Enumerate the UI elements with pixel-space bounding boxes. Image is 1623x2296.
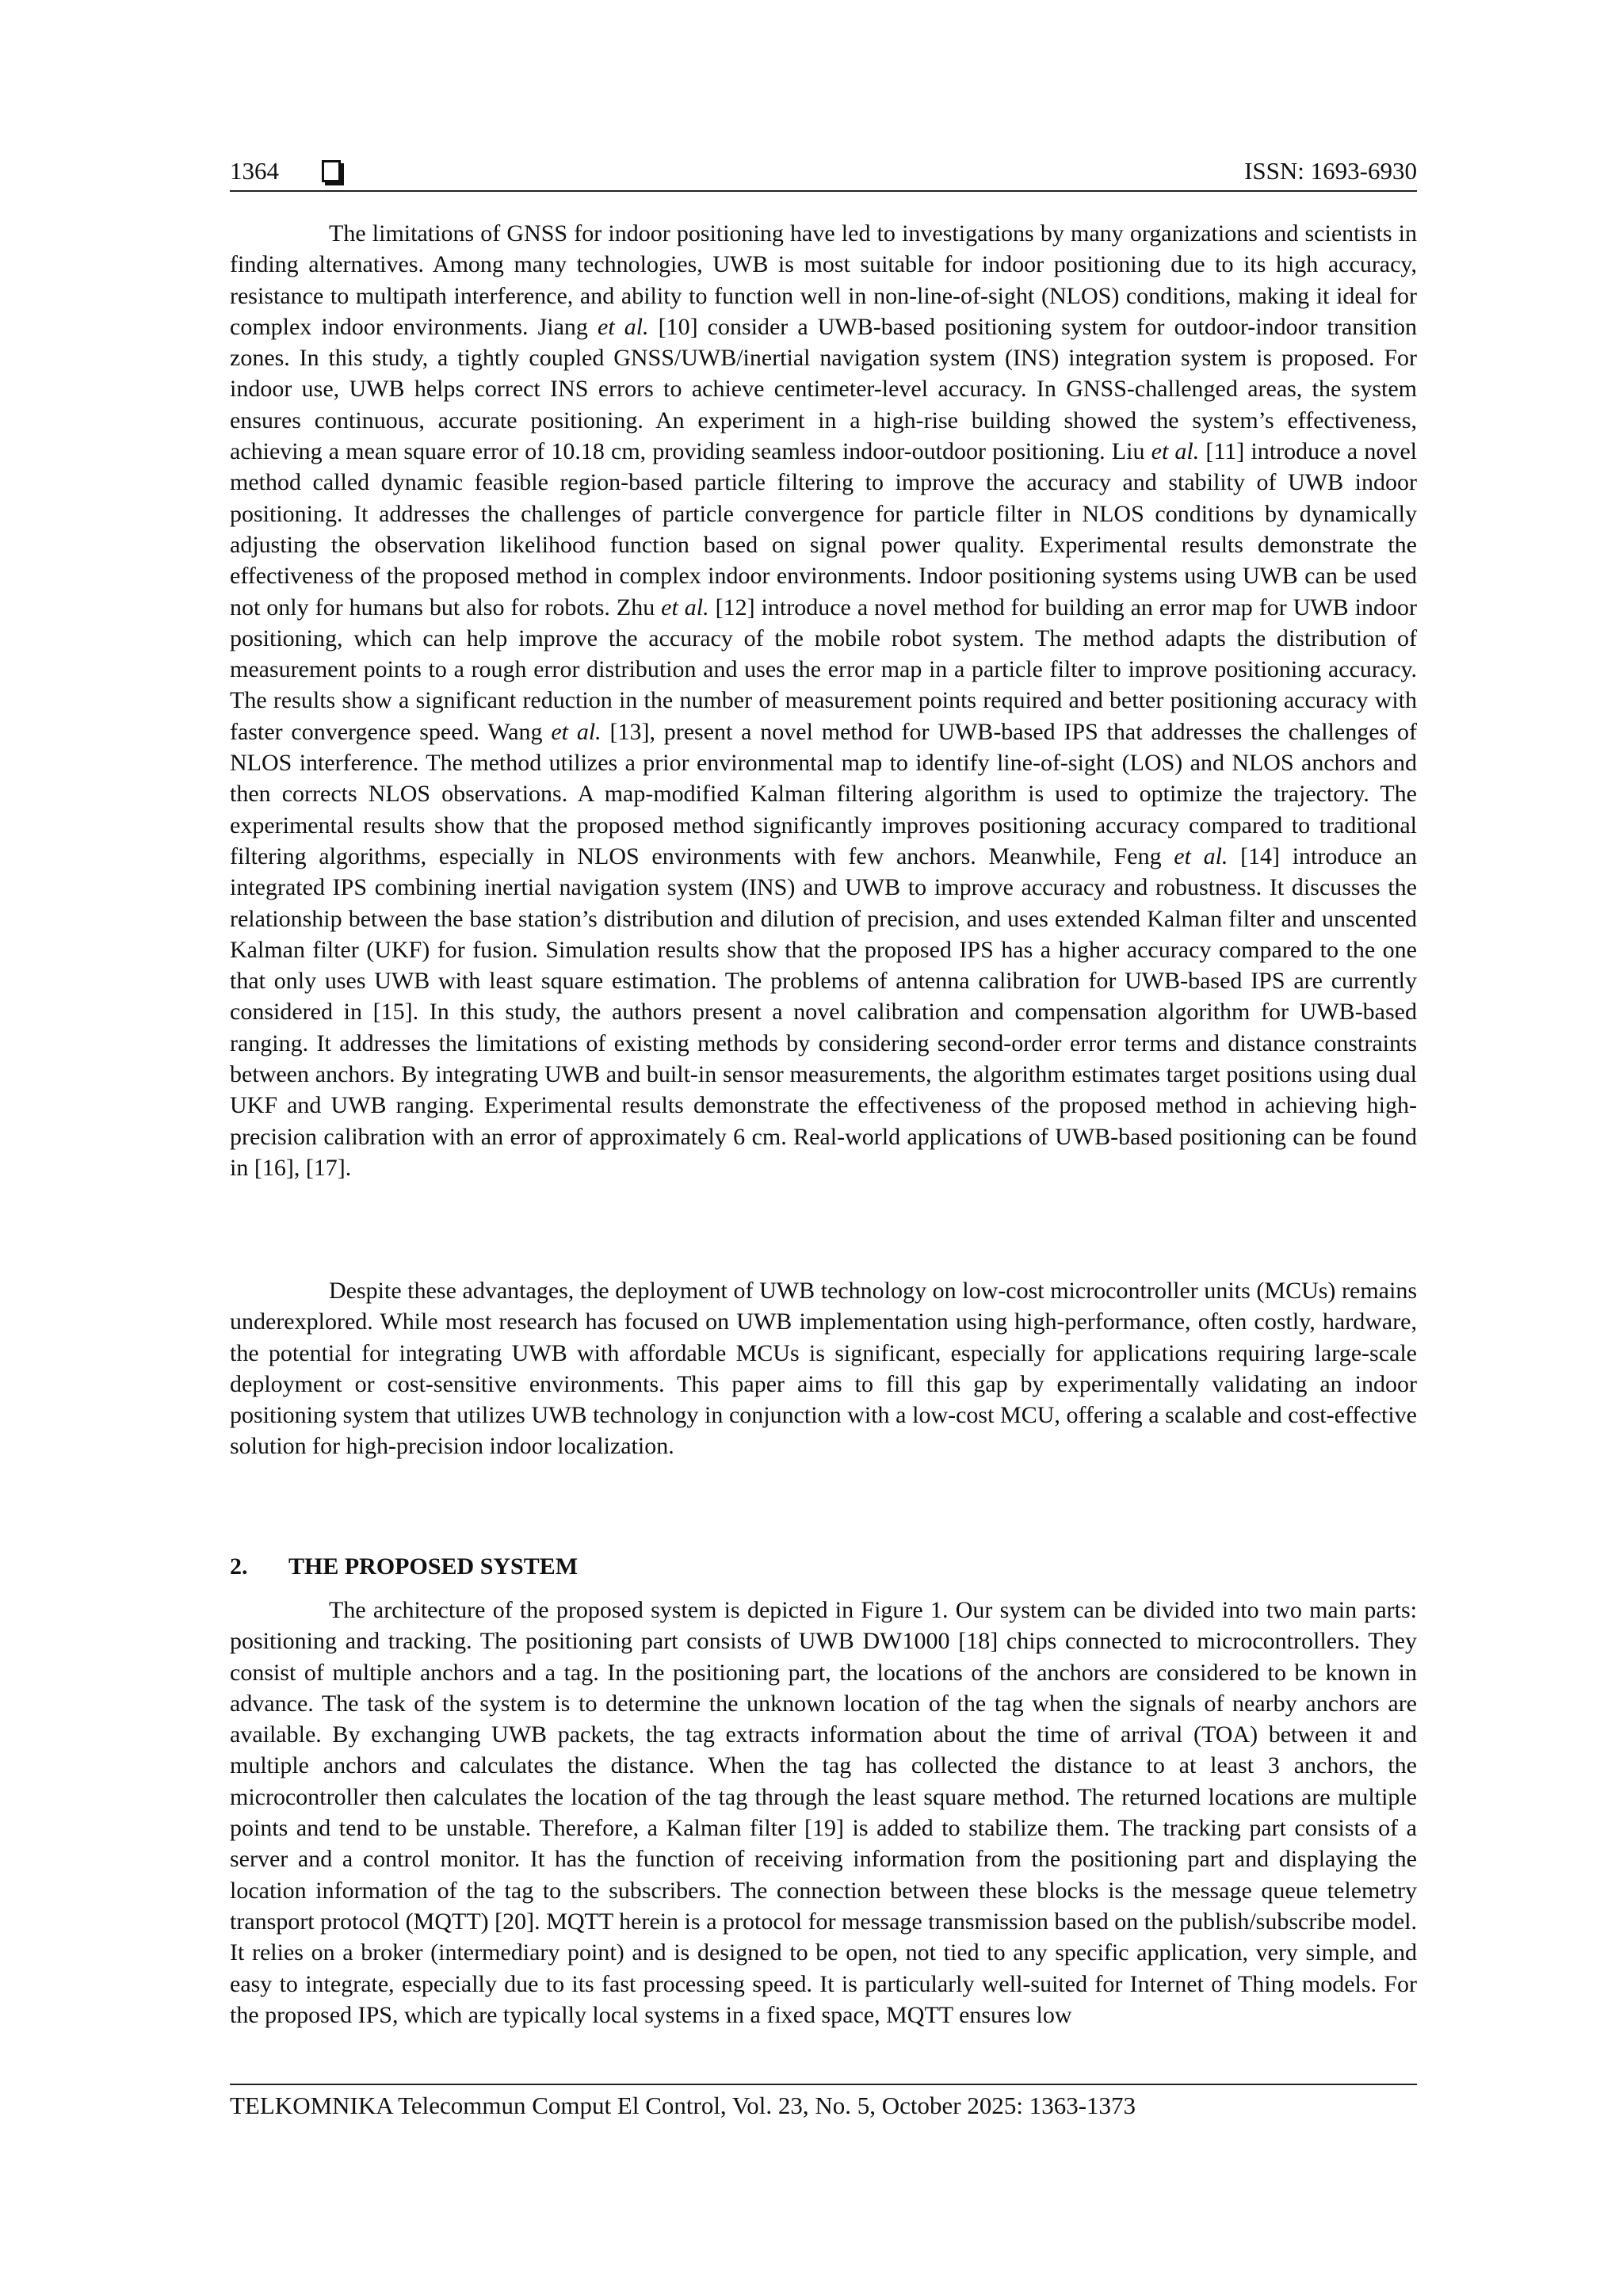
section-heading: [230, 1551, 578, 1583]
italic-et-al: et al.: [661, 594, 709, 621]
running-footer: [230, 2084, 1417, 2120]
square-bullet-icon: [322, 160, 341, 182]
italic-et-al: et al.: [598, 313, 649, 340]
text-run: [13], present a novel method for UWB-based IPS that addresses the challenges of NLOS interference. The method utilizes a prior environmental map to identify line-of-sight (LOS) and NLOS anchors and then corrects NLOS observations. A map-modified Kalman filtering algorithm is used to optimize the trajectory. The experimental results show that the proposed method significantly improves positioning accuracy compared to traditional filtering algorithms, especially in NLOS environments with few anchors. Meanwhile, Feng: [230, 718, 1417, 869]
body-paragraph-2: Despite these advantages, the deployment of UWB technology on low-cost microcontroller units (MCUs) remains underexplored. While most research has focused on UWB implementation using high-performance, often costly, hardware, the potential for integrating UWB with affordable MCUs is significant, especially for applications requiring large-scale deployment or cost-sensitive environments. This paper aims to fill this gap by experimentally validating an indoor positioning system that utilizes UWB technology in conjunction with a low-cost MCU, offering a scalable and cost-effective solution for high-precision indoor localization.: [230, 1278, 1417, 1460]
text-run: [10] consider a UWB-based positioning system for outdoor-indoor transition zones. In this study, a tightly coupled GNSS/UWB/inertial navigation system (INS) integration system is proposed. For indoor use, UWB helps correct INS errors to achieve centimeter-level accuracy. In GNSS-challenged areas, the system ensures continuous, accurate positioning. An experiment in a high-rise building showed the system’s effectiveness, achieving a mean square error of 10.18 cm, providing seamless indoor-outdoor positioning. Liu: [230, 313, 1417, 465]
italic-et-al: et al.: [551, 718, 601, 745]
body-paragraph-3: The architecture of the proposed system is depicted in Figure 1. Our system can be divided into two main parts: positioning and tracking. The positioning part consists of UWB DW1000 [18] chips connected to microcontrollers. They consist of multiple anchors and a tag. In the positioning part, the locations of the anchors are considered to be known in advance. The task of the system is to determine the unknown location of the tag when the signals of nearby anchors are available. By exchanging UWB packets, the tag extracts information about the time of arrival (TOA) between it and multiple anchors and calculates the distance. When the tag has collected the distance to at least 3 anchors, the microcontroller then calculates the location of the tag through the least square method. The returned locations are multiple points and tend to be unstable. Therefore, a Kalman filter [19] is added to stabilize them. The tracking part consists of a server and a control monitor. It has the function of receiving information from the positioning part and displaying the location information of the tag to the subscribers. The connection between these blocks is the message queue telemetry transport protocol (MQTT) [20]. MQTT herein is a protocol for message transmission based on the publish/subscribe model. It relies on a broker (intermediary point) and is designed to be open, not tied to any specific application, very simple, and easy to integrate, especially due to its fast processing speed. It is particularly well-suited for Internet of Thing models. For the proposed IPS, which are typically local systems in a fixed space, MQTT ensures low: [230, 1597, 1417, 2028]
running-header: [230, 152, 1417, 192]
journal-citation: TELKOMNIKA Telecommun Comput El Control, Vol. 23, No. 5, October 2025: 1363-1373: [230, 2092, 1136, 2119]
text-run: [11] introduce a novel method called dynamic feasible region-based particle filtering to improve the accuracy and stability of UWB indoor positioning. It addresses the challenges of particle convergence for particle filter in NLOS conditions by dynamically adjusting the observation likelihood function based on signal power quality. Experimental results demonstrate the effectiveness of the proposed method in complex indoor environments. Indoor positioning systems using UWB can be used not only for humans but also for robots. Zhu: [230, 438, 1417, 621]
section-title: THE PROPOSED SYSTEM: [288, 1553, 579, 1580]
italic-et-al: et al.: [1174, 842, 1228, 869]
text-run: The limitations of GNSS for indoor positioning have led to investigations by many organizations and scientists in finding alternatives. Among many technologies, UWB is most suitable for indoor positioning due to its high accuracy, resistance to multipath interference, and ability to function well in non-line-of-sight (NLOS) conditions, making it ideal for complex indoor environments. Jiang: [230, 220, 1417, 340]
issn-label: ISSN: 1693-6930: [1244, 157, 1417, 185]
text-run: [14] introduce an integrated IPS combining inertial navigation system (INS) and UWB to improve accuracy and robustness. It discusses the relationship between the base station’s distribution and dilution of precision, and uses extended Kalman filter and unscented Kalman filter (UKF) for fusion. Simulation results show that the proposed IPS has a higher accuracy compared to the one that only uses UWB with least square estimation. The problems of antenna calibration for UWB-based IPS are currently considered in [15]. In this study, the authors present a novel calibration and compensation algorithm for UWB-based ranging. It addresses the limitations of existing methods by considering second-order error terms and distance constraints between anchors. By integrating UWB and built-in sensor measurements, the algorithm estimates target positions using dual UKF and UWB ranging. Experimental results demonstrate the effectiveness of the proposed method in achieving high-precision calibration with an error of approximately 6 cm. Real-world applications of UWB-based positioning can be found in [16], [17].: [230, 842, 1417, 1181]
section-number: 2.: [230, 1553, 248, 1580]
italic-et-al: et al.: [1151, 438, 1200, 465]
text-run: [12] introduce a novel method for building an error map for UWB indoor positioning, which can help improve the accuracy of the mobile robot system. The method adapts the distribution of measurement points to a rough error distribution and uses the error map in a particle filter to improve positioning accuracy. The results show a significant reduction in the number of measurement points required and better positioning accuracy with faster convergence speed. Wang: [230, 594, 1417, 745]
page-number: 1364: [230, 157, 279, 185]
body-paragraph-1: [230, 218, 1417, 1183]
